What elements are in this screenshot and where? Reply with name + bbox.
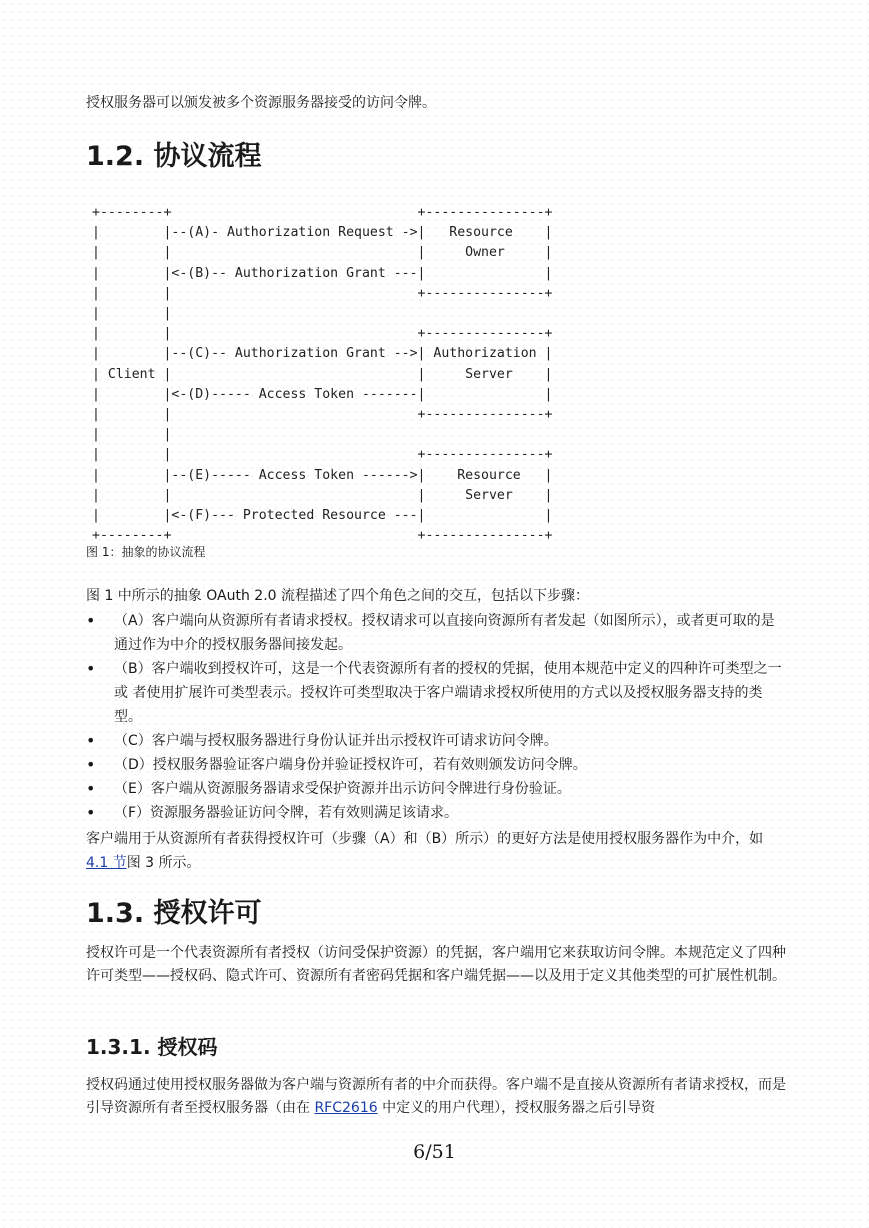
rfc2616-link[interactable]: RFC2616 — [314, 1100, 378, 1116]
diagram-line: | Client | | Server | — [92, 366, 553, 382]
section-4-1-link[interactable]: 4.1 节 — [86, 855, 127, 871]
diagram-line: | |<-(F)--- Protected Resource ---| | — [92, 508, 553, 524]
diagram-line: | |<-(B)-- Authorization Grant ---| | — [92, 265, 553, 281]
section-1-3-1-text-end: 中定义的用户代理），授权服务器之后引导资 — [377, 1100, 656, 1116]
diagram-line: | |--(E)----- Access Token ------>| Resource | — [92, 467, 553, 483]
diagram-line: | | | Server | — [92, 487, 553, 503]
diagram-line: | | +---------------+ — [92, 407, 553, 423]
diagram-line: | |--(C)-- Authorization Grant -->| Authorization | — [92, 346, 553, 362]
diagram-line: +--------+ +---------------+ — [92, 205, 553, 220]
flow-steps-list — [86, 609, 788, 825]
section-1-3-1-text: 授权码通过使用授权服务器做为客户端与资源所有者的中介而获得。客户端不是直接从资源所有者请求授权，而是引导资源所有者至授权服务器（由在 — [86, 1077, 786, 1116]
diagram-line: | |<-(D)----- Access Token -------| | — [92, 386, 553, 402]
diagram-line: | | — [92, 427, 172, 443]
step-f: • （F）资源服务器验证访问令牌，若有效则满足该请求。 — [86, 801, 788, 825]
flow-intro: 图 1 中所示的抽象 OAuth 2.0 流程描述了四个角色之间的交互，包括以下步骤： — [86, 588, 590, 604]
diagram-line: | |--(A)- Authorization Request ->| Resource | — [92, 225, 553, 241]
protocol-flow-diagram — [92, 203, 553, 546]
diagram-line: | | +---------------+ — [92, 285, 553, 301]
flow-outro-text-end: 图 3 所示。 — [126, 855, 201, 871]
section-1-3-body: 授权许可是一个代表资源所有者授权（访问受保护资源）的凭据，客户端用它来获取访问令牌。本规范定义了四种许可类型——授权码、隐式许可、资源所有者密码凭据和客户端凭据——以及用于定义其他类型的可扩展性机制。 — [86, 945, 786, 984]
diagram-line: | | +---------------+ — [92, 326, 553, 342]
step-d: • （D）授权服务器验证客户端身份并验证授权许可，若有效则颁发访问令牌。 — [86, 753, 788, 777]
figure-caption: 图 1：抽象的协议流程 — [86, 545, 206, 559]
diagram-line: | | | Owner | — [92, 245, 553, 261]
flow-outro — [86, 827, 786, 875]
intro-line: 授权服务器可以颁发被多个资源服务器接受的访问令牌。 — [86, 95, 436, 111]
step-b: • （B）客户端收到授权许可，这是一个代表资源所有者的授权的凭据，使用本规范中定义的四种许可类型之一或 者使用扩展许可类型表示。授权许可类型取决于客户端请求授权所使用的方式以及授权服务器支持的类型。 — [86, 657, 788, 729]
flow-outro-text: 客户端用于从资源所有者获得授权许可（步骤（A）和（B）所示）的更好方法是使用授权服务器作为中介，如 — [86, 831, 764, 847]
section-1-3-heading: 1.3. 授权许可 — [86, 898, 262, 929]
diagram-line: | | +---------------+ — [92, 447, 553, 463]
page-number: 6/51 — [413, 1141, 456, 1163]
section-1-2-heading: 1.2. 协议流程 — [86, 141, 262, 172]
step-e: • （E）客户端从资源服务器请求受保护资源并出示访问令牌进行身份验证。 — [86, 777, 788, 801]
section-1-3-1-heading: 1.3.1. 授权码 — [86, 1035, 218, 1059]
section-1-3-1-body — [86, 1074, 786, 1120]
step-c: • （C）客户端与授权服务器进行身份认证并出示授权许可请求访问令牌。 — [86, 729, 788, 753]
diagram-line: +--------+ +---------------+ — [92, 528, 553, 544]
step-a: • （A）客户端向从资源所有者请求授权。授权请求可以直接向资源所有者发起（如图所示），或者更可取的是通过作为中介的授权服务器间接发起。 — [86, 609, 788, 657]
diagram-line: | | — [92, 306, 172, 322]
